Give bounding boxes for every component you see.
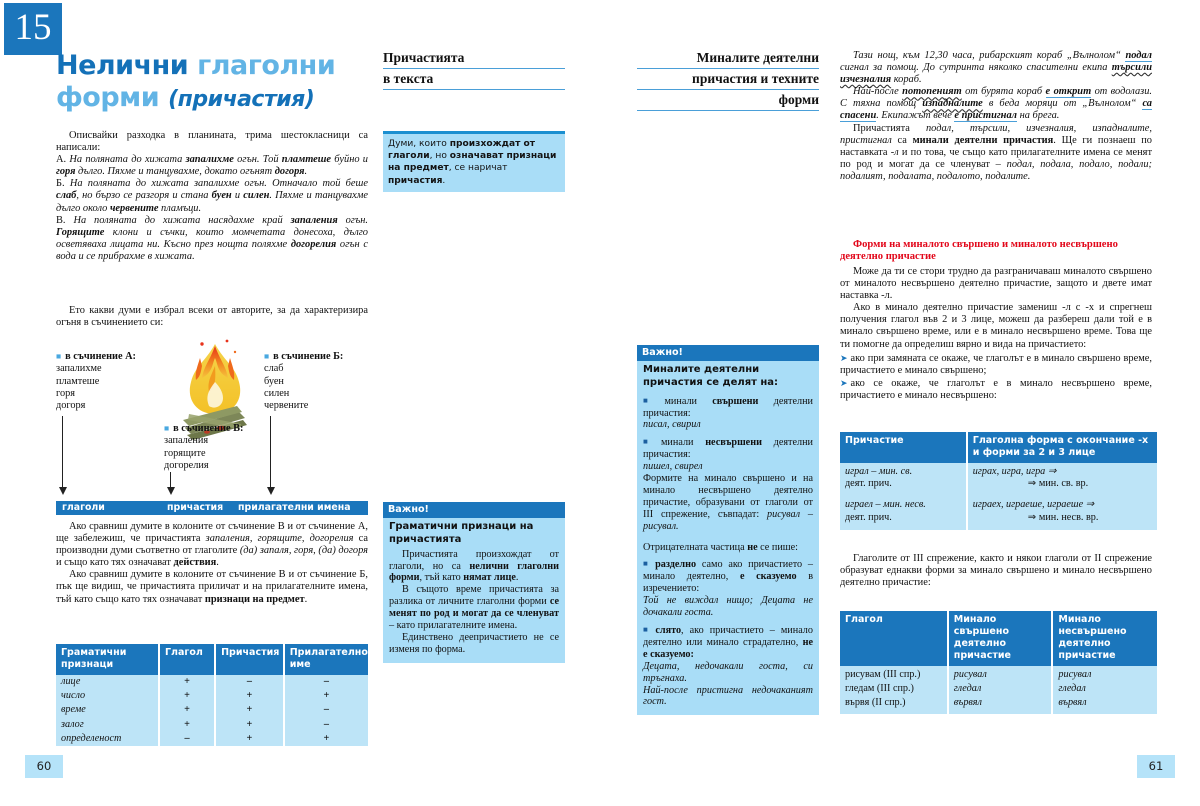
category-participles: причастия — [167, 502, 224, 513]
col3-example-1: писал, свирил — [643, 419, 701, 431]
forms-line-2: ⇒ мин. несв. вр. — [1027, 511, 1099, 523]
col2-important-p1 — [389, 549, 559, 585]
th-features: Граматични признаци — [56, 644, 159, 675]
s2-f: на брега. — [1016, 110, 1060, 122]
conjugation-table — [840, 611, 1157, 714]
col2-heading-line-2: в текста — [383, 69, 565, 90]
col3-section-heading — [637, 48, 819, 111]
page-title — [56, 50, 386, 116]
title-word-3: форми — [56, 82, 160, 113]
col2-important-p3: Единствено деепричастието не се изменя по форма. — [389, 631, 559, 655]
column-1-intro — [56, 130, 368, 263]
s2-u4: са спасени — [840, 98, 1152, 122]
p3-it: подал, търсили, изчезналия, изпадналите, пристигнал — [840, 122, 1153, 146]
table-header-row — [56, 644, 368, 675]
explanation-bullet-1: ➤ ако при замяната се окаже, че глаголът е в минало свършено време, причастието е минало свършено; — [840, 352, 1152, 377]
group-v-word-1: горящите — [164, 447, 206, 459]
category-bar — [56, 501, 368, 515]
definition-text-4: . — [442, 175, 446, 186]
participle-line-1: играл – мин. св. — [845, 466, 913, 477]
col2-important-p2 — [389, 584, 559, 632]
table-row — [840, 696, 1157, 713]
grammar-features-table — [56, 644, 368, 746]
table-row — [56, 689, 368, 703]
table-row — [840, 682, 1157, 696]
b4-a: слято — [655, 625, 682, 636]
b3-c: е сказуемо — [739, 571, 797, 583]
col3-bullet-2 — [643, 436, 813, 461]
p1-e: . — [515, 572, 519, 584]
cell-verb: гледам (III спр.) — [840, 682, 948, 696]
explanation-paragraph-2: Ако в минало деятелно причастие замениш -л с -х и спрегнеш получения глагол във 2 и 3 лице, можеш да разбереш дали той е в минало свършено време, или е в минало несвършено време. Това ще ти помогне да определиш вярно и вида на причастието: — [840, 302, 1152, 350]
b4-c: не е сказуемо: — [643, 636, 813, 660]
group-b-header: ■ в съчинение Б: — [264, 351, 343, 362]
s1-d: кораб. — [891, 74, 922, 86]
conjugation-paragraph: Глаголите от III спрежение, както и някои глаголи от II спрежение образуват еднакви форми за минало свършено и минало несвършено деятелно причастие: — [840, 553, 1152, 589]
col3-example-3: Той не виждал нищо; Децата не дочакали госта. — [643, 595, 813, 619]
column-4-story — [840, 50, 1152, 183]
p2-a: В същото време причастията за разлика от личните глаголни форми — [389, 584, 559, 608]
definition-text-2: , но — [429, 151, 450, 162]
explanation-paragraph-1: Може да ти се стори трудно да разграничаваш миналото свършено от миналото несвършено деятелно причастие, защото и двете имат наставка -л. — [840, 266, 1152, 302]
cell-participle: + — [215, 732, 284, 746]
table-row — [56, 675, 368, 689]
s2-u1: потопеният — [902, 86, 962, 98]
cell-verb: – — [159, 732, 215, 746]
table-row — [840, 666, 1157, 682]
th-verb: Глагол — [840, 611, 948, 666]
word-groups-diagram — [56, 338, 368, 498]
col2-important-body — [383, 548, 565, 663]
cell-perfective: рисувал — [948, 666, 1053, 682]
forms-line-2: ⇒ мин. св. вр. — [1027, 478, 1089, 490]
s2-u3: изпадналите — [922, 98, 983, 110]
column-4-conjugation-note — [840, 553, 1152, 589]
th-participle: Причастие — [840, 432, 967, 463]
word-group-a — [56, 350, 136, 412]
title-parenthetical: (причастия) — [168, 87, 315, 112]
cell-verb: + — [159, 718, 215, 732]
group-b-word-1: буен — [264, 375, 284, 387]
col3-heading-line-2: причастия и техните — [637, 69, 819, 90]
table-row — [56, 703, 368, 717]
variant-b-paragraph: Б. На поляната до хижата запалихме огън. Отначало той беше слаб, но бързо се разгоря и стана буен и силен. Пяхме и танцувахме дълго около червените пламъци. — [56, 178, 368, 214]
word-group-v — [164, 422, 243, 472]
compare-paragraph-1: Ако сравниш думите в колоните от съчинение В и от съчинение А, ще забележиш, че причастията запаления, горящите, догорелия са производни думи съответно от глаголите (да) запаля, горя, (да) догоря и също като тях означават действия. — [56, 521, 368, 569]
variant-v-paragraph: В. На поляната до хижата насядахме край запаления огън. Горящите клони и съчки, които момчетата донесоха, дълго осветяваха лицата ни. Късно през нощта поляхме догорелия огън с вода и се прибрахме в хижата. — [56, 214, 368, 262]
p3-forms: подал, подала, подало, подали; подалият, подалата, подалото, подалите. — [840, 158, 1152, 182]
s2-u5: е пристигнал — [954, 110, 1017, 122]
th-perfective: Минало свършено деятелно причастие — [948, 611, 1053, 666]
cell-feature: време — [56, 703, 159, 717]
page-number-right: 61 — [1137, 755, 1175, 778]
cell-imperfective: рисувал — [1052, 666, 1157, 682]
category-adjectives: прилагателни имена — [238, 502, 351, 513]
definition-text-3: , се наричат — [448, 163, 508, 174]
story-paragraph-2 — [840, 86, 1152, 122]
b3-d: в изречението: — [643, 571, 813, 595]
forms-a: Формите на минало свършено и на минало несвършено деятелно причастие, образувани от глаголи от III спрежение, съвпадат: — [643, 473, 813, 520]
participle-forms-table — [840, 432, 1157, 530]
col2-important-box — [383, 502, 565, 663]
title-word-1: Нелични — [56, 50, 189, 81]
b2-a: минали — [660, 437, 706, 449]
cell-verb: + — [159, 689, 215, 703]
p1-d: нямат лице — [463, 572, 516, 584]
th-verb: Глагол — [159, 644, 215, 675]
intro-paragraph: Описвайки разходка в планината, трима шестокласници са написали: — [56, 130, 368, 154]
group-a-header: ■ в съчинение А: — [56, 351, 136, 362]
definition-bold-3: причастия — [388, 175, 443, 186]
compare-paragraph-2: Ако сравниш думите в колоните от съчинение В и от съчинение Б, пък ще видиш, че причастията приличат и на прилагателните имена, тъй като също като тях означават признаци на предмет. — [56, 569, 368, 605]
cell-feature: лице — [56, 675, 159, 689]
arrow-group-v — [170, 472, 171, 488]
neg-b: не — [747, 541, 758, 553]
s2-e: . Екипажът вече — [876, 110, 955, 122]
s2-u2: е открит — [1045, 86, 1092, 98]
group-v-word-2: догорелия — [164, 459, 209, 471]
col3-important-body — [637, 391, 819, 716]
p1-b: нелични глаголни форми — [389, 560, 559, 584]
cell-forms-2 — [967, 498, 1157, 529]
p1-a: Причастията произхождат от глаголи, но са — [389, 548, 559, 572]
col2-heading-line-1: Причастията — [383, 48, 565, 69]
definition-text-1: Думи, които — [388, 139, 450, 149]
neg-a: Отрицателната частица — [643, 541, 748, 553]
cell-adjective: + — [284, 689, 368, 703]
column-1-leadin — [56, 305, 368, 329]
col3-bullet-1 — [643, 395, 813, 420]
th-adjective: Прилагателно име — [284, 644, 368, 675]
cell-verb: вървя (II спр.) — [840, 696, 948, 713]
col2-important-title: Важно! — [383, 502, 565, 518]
table-row — [840, 463, 1157, 498]
s2-b: от бурята кораб — [961, 86, 1046, 98]
cell-adjective: – — [284, 703, 368, 717]
b1-c: деятелни причастия: — [643, 395, 813, 419]
participle-line-2: деят. прич. — [845, 511, 892, 523]
p3-b: са — [891, 134, 913, 146]
s1-u1: подал — [1125, 50, 1152, 61]
red-subheading: Форми на миналото свършено и миналото несвършено деятелно причастие — [840, 239, 1118, 263]
b2-b: несвършени — [705, 437, 762, 449]
col3-heading-line-3: форми — [637, 90, 819, 111]
cell-participle-2 — [840, 498, 967, 529]
story-paragraph-3 — [840, 123, 1152, 183]
story-paragraph-1 — [840, 50, 1152, 86]
col3-example-5: Най-после пристигна недочаканият гост. — [643, 684, 813, 708]
group-b-word-0: слаб — [264, 363, 284, 375]
table-row — [56, 718, 368, 732]
s1-a: Тази нощ, към 12,30 часа, рибарският кораб „Вълнолом“ — [853, 50, 1126, 61]
col3-heading-line-1: Миналите деятелни — [637, 48, 819, 69]
arrow-group-b — [270, 416, 271, 488]
table-row — [56, 732, 368, 746]
category-verbs: глаголи — [62, 502, 105, 513]
th-imperfective: Минало несвършено деятелно причастие — [1052, 611, 1157, 666]
group-a-word-2: горя — [56, 387, 75, 399]
cell-perfective: гледал — [948, 682, 1053, 696]
cell-participle: + — [215, 703, 284, 717]
col3-example-4: Децата, недочакали госта, си тръгнаха. — [643, 660, 813, 684]
col3-negation-paragraph — [643, 542, 813, 554]
col3-forms-paragraph — [643, 473, 813, 533]
cell-verb: + — [159, 703, 215, 717]
p3-bold: минали деятелни причастия — [912, 134, 1054, 146]
definition-box — [383, 131, 565, 192]
cell-participle: – — [215, 675, 284, 689]
p3-c: . Ще ги познаеш по наставката — [840, 134, 1153, 158]
cell-perfective: вървял — [948, 696, 1053, 713]
col3-bullet-4 — [643, 624, 813, 661]
table-header-row — [840, 432, 1157, 463]
p3-d: и по това, че също като прилагателните имена се менят по род и могат да се членуват – — [840, 146, 1153, 170]
s1-u3: изчезналия — [840, 74, 892, 86]
p3-suffix: -л — [890, 146, 899, 158]
table-header-row — [840, 611, 1157, 666]
b1-b: свършени — [712, 395, 759, 407]
page-number-left: 60 — [25, 755, 63, 778]
col3-important-subtitle: Миналите деятелни причастия се делят на: — [643, 364, 779, 388]
group-a-word-3: догоря — [56, 400, 86, 412]
cell-forms-1 — [967, 463, 1157, 498]
participle-line-2: деят. прич. — [845, 478, 892, 490]
group-a-word-0: запалихме — [56, 363, 102, 375]
forms-line-1: играх, игра, игра ⇒ — [972, 466, 1057, 477]
chapter-number-badge: 15 — [4, 3, 62, 55]
p2-b: се менят по род и могат да се членуват — [389, 596, 559, 620]
variant-a-paragraph: А. На поляната до хижата запалихме огън. Той пламтеше буйно и горя дълго. Пяхме и танцувахме, докато огънят догоря. — [56, 154, 368, 178]
b3-b: само ако причастието – минало деятелно, — [643, 559, 813, 583]
cell-participle: + — [215, 718, 284, 732]
cell-participle: + — [215, 689, 284, 703]
cell-adjective: – — [284, 718, 368, 732]
group-a-word-1: пламтеше — [56, 375, 100, 387]
forms-line-1: играех, играеше, играеше ⇒ — [972, 499, 1095, 511]
col3-example-2: пишел, свирел — [643, 461, 703, 473]
cell-participle-1 — [840, 463, 967, 498]
cell-feature: определеност — [56, 732, 159, 746]
p1-c: , тъй като — [419, 572, 464, 584]
col3-important-title: Важно! — [637, 345, 819, 361]
participle-line-1: играел – мин. несв. — [845, 499, 926, 511]
forms-b: рисувал – рисувал. — [643, 508, 813, 532]
explanation-bullet-2: ➤ ако се окаже, че глаголът е в минало несвършено време, причастието е минало несвършено: — [840, 377, 1152, 402]
cell-adjective: + — [284, 732, 368, 746]
col3-important-box — [637, 345, 819, 715]
s2-a: Най-после — [853, 86, 903, 98]
cell-feature: число — [56, 689, 159, 703]
cell-imperfective: вървял — [1052, 696, 1157, 713]
s2-d: в беда моряци от „Вълнолом“ — [982, 98, 1143, 110]
group-v-header: ■ в съчинение В: — [164, 423, 243, 434]
group-b-word-3: червените — [264, 400, 309, 412]
th-participle: Причастия — [215, 644, 284, 675]
p2-c: – като прилагателните имена. — [389, 620, 518, 632]
b2-c: деятелни причастия: — [643, 437, 813, 461]
s1-b: сигнал за помощ. До сутринта няколко спасителни екипа — [840, 62, 1112, 74]
b1-a: минали — [664, 395, 713, 407]
table-row — [840, 498, 1157, 529]
col2-section-heading — [383, 48, 565, 90]
cell-verb: рисувам (III спр.) — [840, 666, 948, 682]
b4-b: , ако причастието – минало деятелно или минало страдателно, — [643, 625, 813, 648]
p3-a: Причастията — [853, 122, 926, 134]
th-verb-form: Глаголна форма с окончание -х и форми за 2 и 3 лице — [967, 432, 1157, 463]
arrow-group-a — [62, 416, 63, 488]
group-v-word-0: запаления — [164, 435, 209, 447]
column-4-explanation — [840, 266, 1152, 402]
cell-feature: залог — [56, 718, 159, 732]
cell-imperfective: гледал — [1052, 682, 1157, 696]
cell-verb: + — [159, 675, 215, 689]
word-group-b — [264, 350, 343, 412]
column-1-compare — [56, 521, 368, 606]
neg-c: се пише: — [757, 541, 798, 553]
cell-adjective: – — [284, 675, 368, 689]
b3-a: разделно — [655, 559, 697, 571]
s2-c: от водолази. С тяхна помощ — [840, 86, 1153, 110]
group-b-word-2: силен — [264, 387, 290, 399]
title-word-2: глаголни — [197, 50, 336, 81]
definition-bold-2: означават признаци на предмет — [388, 151, 557, 174]
col3-bullet-3 — [643, 558, 813, 595]
col2-important-subtitle: Граматични признаци на причастията — [389, 521, 534, 545]
s1-u2: търсили — [1111, 62, 1152, 74]
definition-bold-1: произхождат от глаголи — [388, 139, 536, 162]
leadin-paragraph: Ето какви думи е избрал всеки от авторите, за да характеризира огъня в съчинението си: — [56, 305, 368, 329]
